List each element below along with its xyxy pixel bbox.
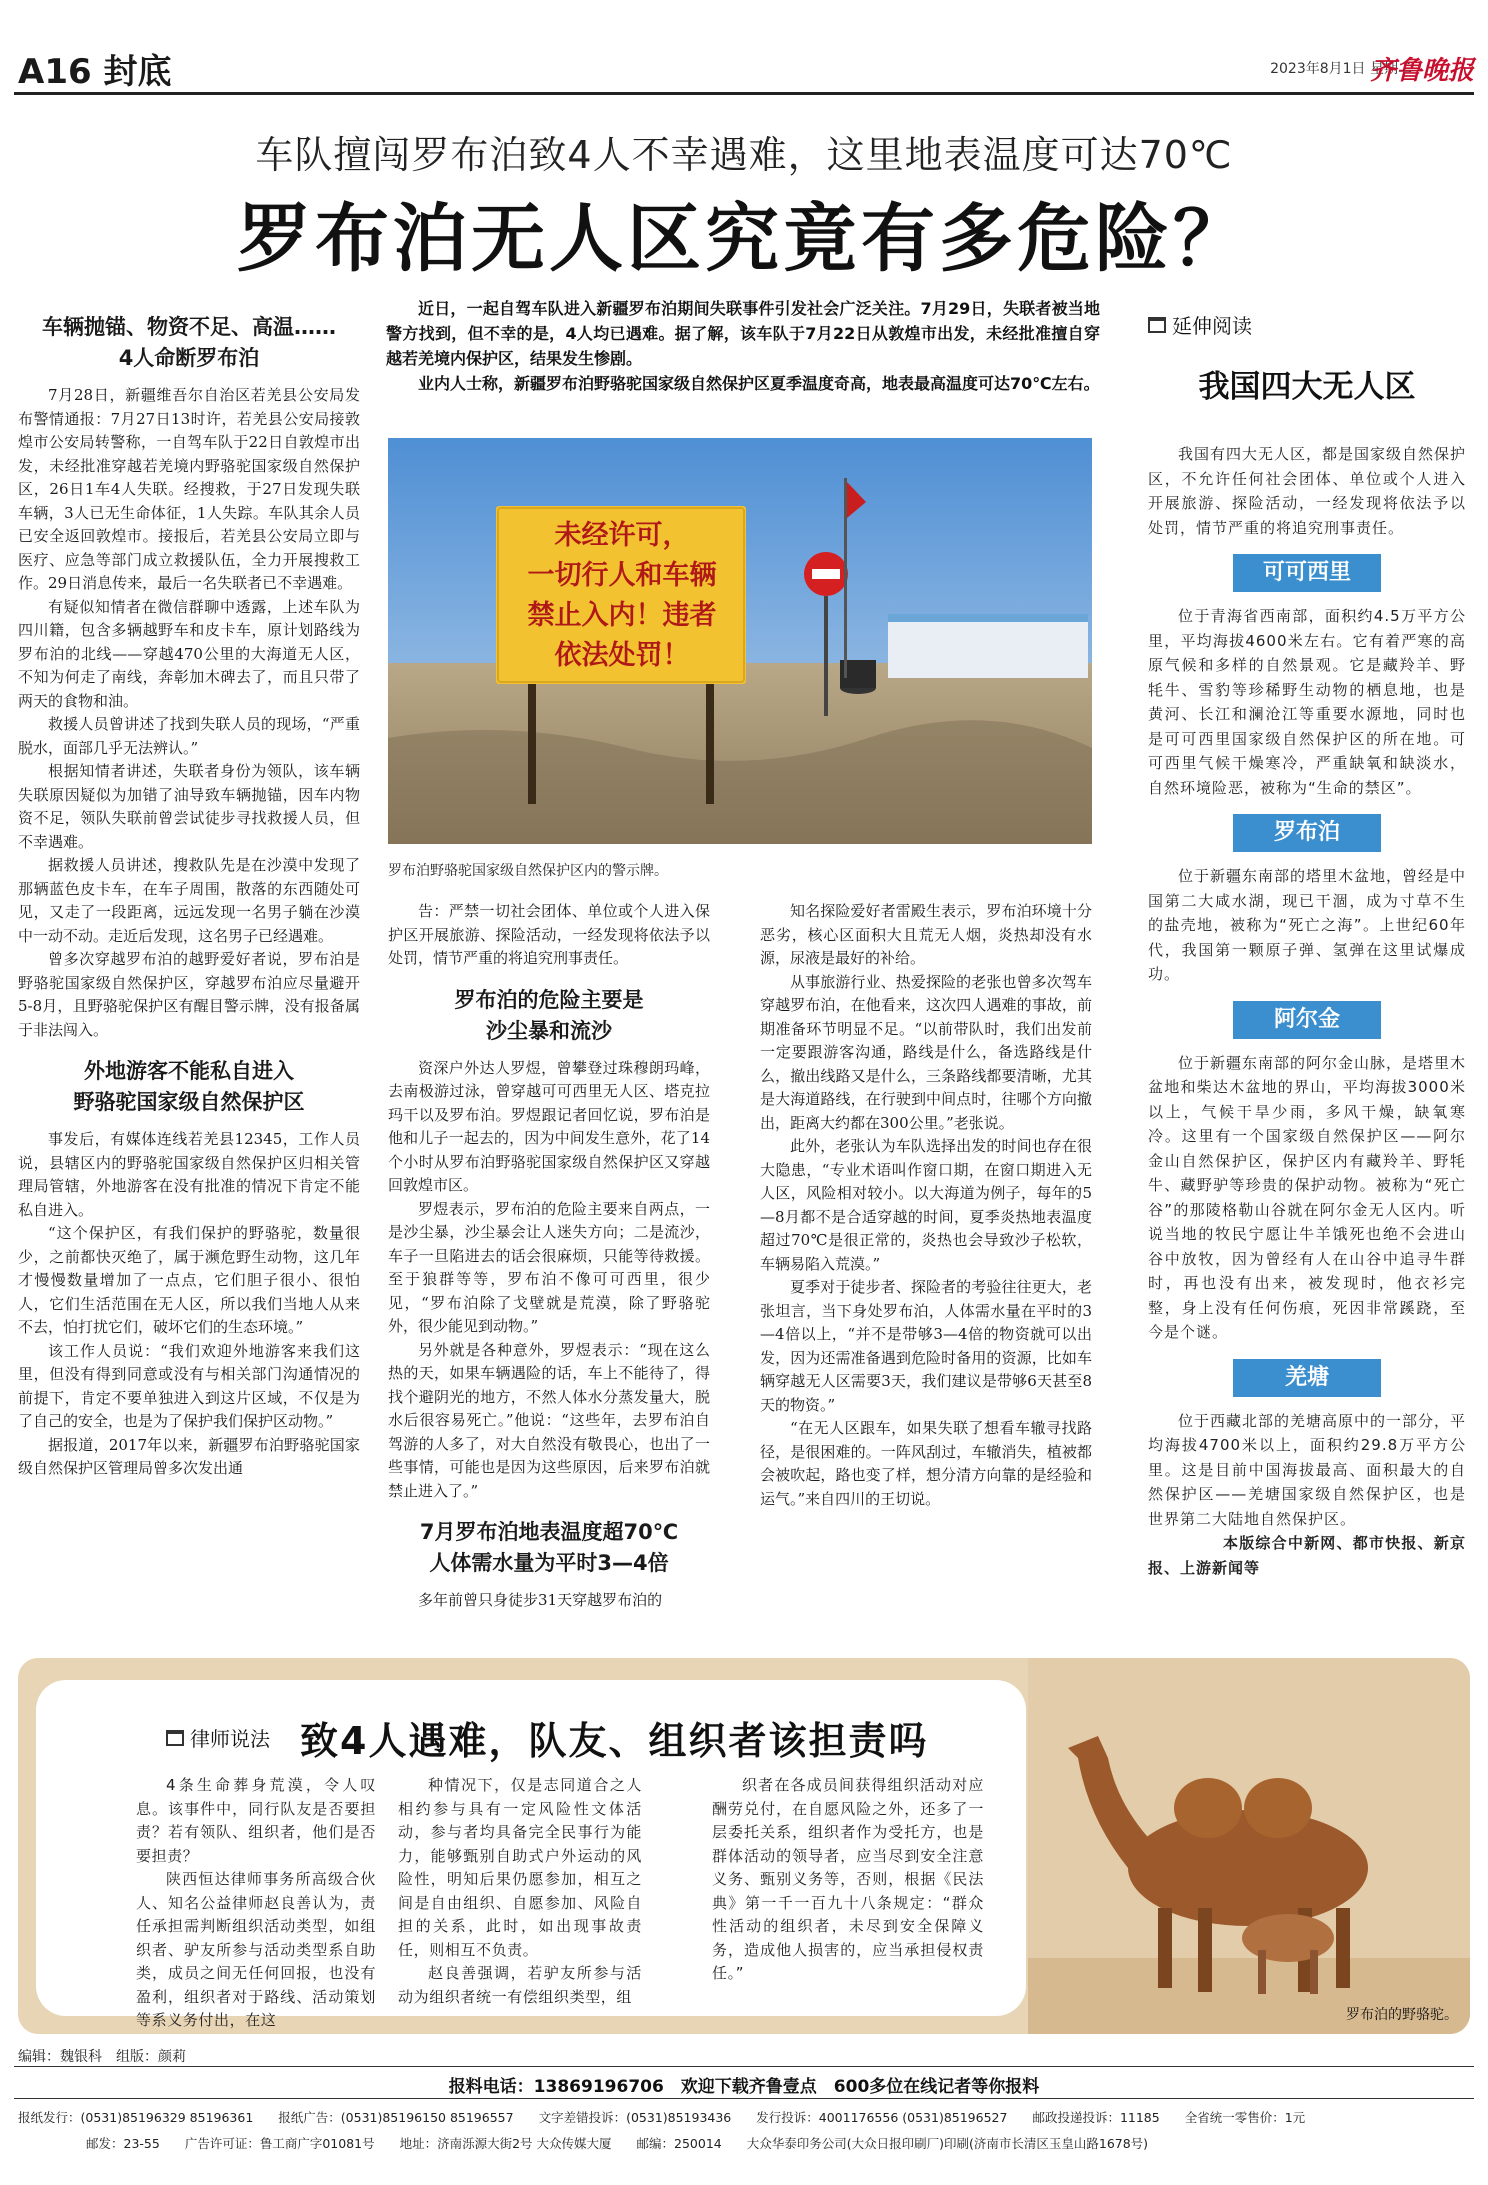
lawyer-paragraph: 陕西恒达律师事务所高级合伙人、知名公益律师赵良善认为，责任承担需判断组织活动类型，如组织者、驴友所参与活动类型系自助类，成员之间无任何回报，也没有盈利，组织者对于路线、活动策划等系义务付出，在这: [136, 1870, 376, 2029]
paragraph: 知名探险爱好者雷殿生表示，罗布泊环境十分恶劣，核心区面积大且荒无人烟，炎热却没有水源，尿液是最好的补给。: [760, 902, 1092, 967]
lead-paragraph: 近日，一起自驾车队进入新疆罗布泊期间失联事件引发社会广泛关注。7月29日，失联者被当地警方找到，但不幸的是，4人均已遇难。据了解，该车队于7月22日从敦煌市出发，未经批准擅自穿越若羌境内保护区，结果发生惨剧。: [386, 299, 1100, 368]
paragraph: 告：严禁一切社会团体、单位或个人进入保护区开展旅游、探险活动，一经发现将依法予以处罚，情节严重的将追究刑事责任。: [388, 902, 710, 967]
lawyer-column-3: [712, 1774, 984, 1986]
article-column-3: [760, 900, 1092, 1511]
photo-caption: 罗布泊野骆驼国家级自然保护区内的警示牌。: [388, 863, 668, 879]
sidebar-section-text: 位于新疆东南部的塔里木盆地，曾经是中国第二大咸水湖，现已干涸，成为寸草不生的盐壳地，被称为“死亡之海”。上世纪60年代，我国第一颗原子弹、氢弹在这里试爆成功。: [1148, 867, 1467, 983]
sidebar-intro: [1148, 442, 1466, 540]
lawyer-column-2: [398, 1774, 642, 2009]
sidebar: [1148, 310, 1466, 1580]
sidebar-section: [1148, 864, 1466, 987]
paragraph: 夏季对于徒步者、探险者的考验往往更大，老张坦言，当下身处罗布泊，人体需水量在平时的3—4倍以上，“并不是带够3—4倍的物资就可以出发，因为还需准备遇到危险时备用的资源，比如车辆穿越无人区需要3天，我们建议是带够6天甚至8天的物资。”: [760, 1278, 1092, 1414]
paragraph: 曾多次穿越罗布泊的越野爱好者说，罗布泊是野骆驼国家级自然保护区，穿越罗布泊应尽量避开5-8月，且野骆驼保护区有醒目警示牌，没有报备属于非法闯入。: [18, 950, 360, 1039]
section-title-3: 罗布泊的危险主要是 沙尘暴和流沙: [454, 987, 644, 1043]
header-rule: [14, 92, 1474, 95]
sidebar-section-text: 位于青海省西南部，面积约4.5万平方公里，平均海拔4600米左右。它有着严寒的高原气候和多样的自然景观。它是藏羚羊、野牦牛、雪豹等珍稀野生动物的栖息地，也是黄河、长江和澜沧江等重要水源地，同时也是可可西里国家级自然保护区的所在地。可可西里气候干燥寒冷，严重缺氧和缺淡水，自然环境险恶，被称为“生命的禁区”。: [1148, 607, 1466, 797]
wild-camel-image: [1028, 1658, 1470, 2034]
footer-hotline: 报料电话：13869196706 欢迎下载齐鲁壹点 600多位在线记者等你报料: [448, 2077, 1040, 2097]
sign-text: 未经许可， 一切行人和车辆 禁止入内！违者 依法处罚！: [527, 520, 717, 671]
column-1-paragraphs-2: [18, 1128, 360, 1481]
page-number: A16 封底: [18, 52, 172, 92]
newspaper-logo: 齐鲁晚报: [1369, 56, 1474, 86]
sidebar-section: [1148, 1409, 1466, 1532]
sidebar-section-badge: 羌塘: [1233, 1359, 1381, 1397]
document-icon: [166, 1730, 184, 1746]
footer-line-1: 报纸发行：(0531)85196329 85196361 报纸广告：(0531)85196150 85196557 文字差错投诉：(0531)85193436 发行投诉：4001176556 (0531)85196527 邮政投递投诉：11185 全省统一零售价：1元: [18, 2110, 1306, 2125]
lead-paragraph: 业内人士称，新疆罗布泊野骆驼国家级自然保护区夏季温度奇高，地表最高温度可达70℃左右。: [418, 374, 1100, 393]
lawyer-column-1: [136, 1774, 376, 2033]
lead-paragraphs: [386, 296, 1100, 396]
lawyer-title: 致4人遇难，队友、组织者该担责吗: [300, 1719, 929, 1763]
camel-caption: 罗布泊的野骆驼。: [1346, 2007, 1458, 2023]
lawyer-panel: [36, 1680, 1026, 2029]
paragraph: “在无人区跟车，如果失联了想看车辙寻找路径，是很困难的。一阵风刮过，车辙消失，植被都会被吹起，路也变了样，想分清方向靠的是经验和运气。”来自四川的王切说。: [760, 1419, 1092, 1508]
lawyer-paragraph: 织者在各成员间获得组织活动对应酬劳兑付，在自愿风险之外，还多了一层委托关系，组织者作为受托方，也是群体活动的领导者，应当尽到安全注意义务、甄别义务等，否则，根据《民法典》第一千一百九十八条规定：“群众性活动的组织者，未尽到安全保障义务，造成他人损害的，应当承担侵权责任。”: [712, 1776, 984, 1982]
paragraph: 事发后，有媒体连线若羌县12345，工作人员说，县辖区内的野骆驼国家级自然保护区归相关管理局管辖，外地游客在没有批准的情况下肯定不能私自进入。: [18, 1130, 360, 1219]
section-title-4: 7月罗布泊地表温度超70℃ 人体需水量为平时3—4倍: [419, 1520, 679, 1575]
column-1-paragraphs: [18, 384, 360, 1042]
paragraph: 资深户外达人罗煜，曾攀登过珠穆朗玛峰，去南极游过泳，曾穿越可可西里无人区、塔克拉玛干以及罗布泊。罗煜跟记者回忆说，罗布泊是他和儿子一起去的，因为中间发生意外，花了14个小时从罗布泊野骆驼国家级自然保护区又穿越回敦煌市区。: [388, 1058, 710, 1194]
footer-rule-mid: [14, 2098, 1474, 2099]
lawyer-paragraph: 种情况下，仅是志同道合之人相约参与具有一定风险性文体活动，参与者均具备完全民事行为能力，能够甄别自助式户外运动的风险性，明知后果仍愿参加，相互之间是自由组织、自愿参加、风险自担的关系，此时，如出现事故责任，则相互不负责。: [398, 1776, 642, 1959]
headline: 罗布泊无人区究竟有多危险？: [237, 196, 1251, 282]
article-column-1: [18, 312, 360, 1481]
paragraph: “这个保护区，有我们保护的野骆驼，数量很少，之前都快灭绝了，属于濒危野生动物，这几年才慢慢数量增加了一点点，它们胆子很小、很怕人，它们生活范围在无人区，所以我们当地人从来不去，怕打扰它们，破坏它们的生态环境。”: [18, 1224, 360, 1336]
paragraph: 据救援人员讲述，搜救队先是在沙漠中发现了那辆蓝色皮卡车，在车子周围，散落的东西随处可见，又走了一段距离，远远发现一名男子躺在沙漠中一动不动。走近后发现，这名男子已经遇难。: [18, 856, 360, 945]
paragraph: 多年前曾只身徒步31天穿越罗布泊的: [418, 1591, 663, 1609]
document-icon: [1148, 317, 1166, 333]
lawyer-box: [18, 1658, 1470, 2034]
paragraph: 该工作人员说：“我们欢迎外地游客来我们这里，但没有得到同意或没有与相关部门沟通情况的前提下，肯定不要单独进入到这片区域，不仅是为了自己的安全，也是为了保护我们保护区动物。”: [18, 1341, 360, 1430]
section-title-2: 外地游客不能私自进入 野骆驼国家级自然保护区: [73, 1059, 305, 1114]
sidebar-label: [1148, 310, 1466, 339]
paragraph: 据报道，2017年以来，新疆罗布泊野骆驼国家级自然保护区管理局曾多次发出通: [18, 1435, 360, 1477]
paragraph: 救援人员曾讲述了找到失联人员的现场，“严重脱水，面部几乎无法辨认。”: [18, 715, 360, 757]
paragraph: 此外，老张认为车队选择出发的时间也存在很大隐患，“专业术语叫作窗口期，在窗口期进入无人区，风险相对较小。以大海道为例子，每年的5—8月都不是合适穿越的时间，夏季炎热地表温度超过70℃是很正常的，炎热也会导致沙子松软，车辆易陷入荒漠。”: [760, 1137, 1092, 1273]
lawyer-paragraph: 4条生命葬身荒漠，令人叹息。该事件中，同行队友是否要担责？若有领队、组织者，他们是否要担责？: [136, 1776, 376, 1865]
sidebar-section-text: 位于西藏北部的羌塘高原中的一部分，平均海拔4700米以上，面积约29.8万平方公里。这是目前中国海拔最高、面积最大的自然保护区——羌塘国家级自然保护区，也是世界第二大陆地自然保护区。: [1148, 1411, 1467, 1528]
sidebar-label-text: 延伸阅读: [1172, 314, 1252, 338]
lawyer-paragraph: 赵良善强调，若驴友所参与活动为组织者统一有偿组织类型，组: [398, 1964, 642, 2006]
sidebar-section: [1148, 1051, 1466, 1345]
sidebar-intro-text: 我国有四大无人区，都是国家级自然保护区，不允许任何社会团体、单位或个人进入开展旅游、探险活动，一经发现将依法予以处罚，情节严重的将追究刑事责任。: [1148, 445, 1467, 537]
sidebar-section-badge: 可可西里: [1233, 554, 1381, 592]
paragraph: 7月28日，新疆维吾尔自治区若羌县公安局发布警情通报：7月27日13时许，若羌县公安局接敦煌市公安局转警称，一自驾车队于22日自敦煌市出发，未经批准穿越若羌境内野骆驼国家级自然保护区，26日1车4人失联。经搜救，于27日发现失联车辆，3人已无生命体征，1人失踪。车队其余人员已安全返回敦煌市。接报后，若羌县公安局立即与医疗、应急等部门成立救援队伍，全力开展搜救工作。29日消息传来，最后一名失联者已不幸遇难。: [18, 386, 360, 592]
paragraph: 罗煜表示，罗布泊的危险主要来自两点，一是沙尘暴，沙尘暴会让人迷失方向；二是流沙，车子一旦陷进去的话会很麻烦，只能等待救援。至于狼群等等，罗布泊不像可可西里，很少见，“罗布泊除了戈壁就是荒漠，除了野骆驼外，很少能见到动物。”: [388, 1199, 710, 1335]
section-title-1: 车辆抛锚、物资不足、高温…… 4人命断罗布泊: [42, 315, 336, 370]
editors-credit: 编辑：魏银科 组版：颜莉: [18, 2049, 186, 2065]
article-column-2: [388, 900, 710, 1613]
lawyer-label-text: 律师说法: [190, 1727, 270, 1751]
sidebar-section-badge: 阿尔金: [1233, 1001, 1381, 1039]
lawyer-label: [166, 1723, 270, 1752]
sidebar-section: [1148, 604, 1466, 800]
footer-line-2: 邮发：23-55 广告许可证：鲁工商广字01081号 地址：济南泺源大街2号 大众传媒大厦 邮编：250014 大众华泰印务公司(大众日报印刷厂)印刷(济南市长清区玉皇山路1678号): [86, 2136, 1149, 2151]
sidebar-credit: 本版综合中新网、都市快报、新京报、上游新闻等: [1148, 1534, 1466, 1577]
paragraph: 有疑似知情者在微信群聊中透露，上述车队为四川籍，包含多辆越野车和皮卡车，原计划路线为罗布泊的北线——穿越470公里的大海道无人区，不知为何走了南线，奔彰加木碑去了，而且只带了两天的食物和油。: [18, 597, 360, 710]
issue-date: 2023年8月1日 星期二: [1270, 61, 1412, 77]
paragraph: 根据知情者讲述，失联者身份为领队，该车辆失联原因疑似为加错了油导致车辆抛锚，因车内物资不足，领队失联前曾尝试徒步寻找救援人员，但不幸遇难。: [18, 762, 360, 851]
footer-rule-top: [14, 2066, 1474, 2067]
sidebar-section-text: 位于新疆东南部的阿尔金山脉，是塔里木盆地和柴达木盆地的界山，平均海拔3000米以上，气候干旱少雨，多风干燥，缺氧寒冷。这里有一个国家级自然保护区——阿尔金山自然保护区，保护区内有藏羚羊、野牦牛、藏野驴等珍贵的保护动物。被称为“死亡谷”的那陵格勒山谷就在阿尔金无人区内。听说当地的牧民宁愿让牛羊饿死也绝不会进山谷中放牧，因为曾经有人在山谷中追寻牛群时，再也没有出来，被发现时，他衣衫完整，身上没有任何伤痕，死因非常蹊跷，至今是个谜。: [1148, 1053, 1467, 1341]
paragraph: 另外就是各种意外，罗煜表示：“现在这么热的天，如果车辆遇险的话，车上不能待了，得找个避阴光的地方，不然人体水分蒸发量大，脱水后很容易死亡。”他说：“这些年，去罗布泊自驾游的人多了，对大自然没有敬畏心，也出了一些事情，可能也是因为这些原因，后来罗布泊就禁止进入了。”: [388, 1340, 710, 1500]
sidebar-title: 我国四大无人区: [1198, 369, 1416, 405]
warning-sign-photo: [388, 438, 1092, 844]
paragraph: 从事旅游行业、热爱探险的老张也曾多次驾车穿越罗布泊，在他看来，这次四人遇难的事故，前期准备环节明显不足。“以前带队时，我们出发前一定要跟游客沟通，路线是什么，备选路线是什么，撤出线路又是什么，三条路线都要清晰，尤其是大海道路线，在行驶到中间点时，往哪个方向撤出，距离大约都在300公里。”老张说。: [760, 972, 1092, 1132]
sidebar-section-badge: 罗布泊: [1233, 814, 1381, 852]
subheadline: 车队擅闯罗布泊致4人不幸遇难，这里地表温度可达70℃: [255, 133, 1233, 177]
